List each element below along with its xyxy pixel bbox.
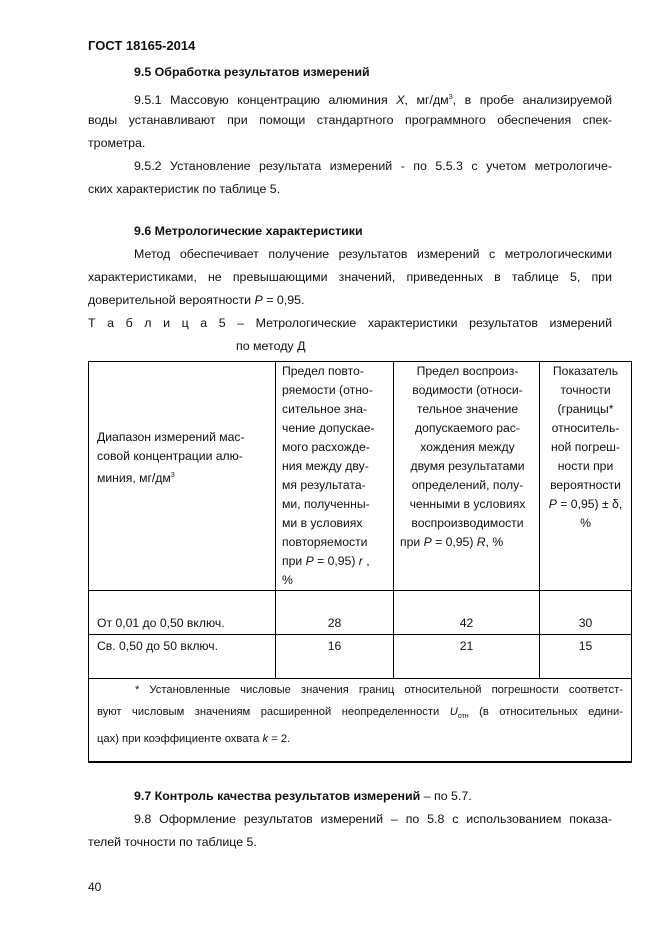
header-line: относитель-: [551, 421, 620, 435]
para-9-5-1-line3: трометра.: [88, 136, 146, 150]
row-delta: 30: [540, 591, 632, 635]
para-9-8-line1: 9.8 Оформление результатов измерений – по 5.8 с использованием показа-: [134, 812, 612, 826]
header-line: хождения между: [420, 440, 515, 454]
row-r: 16: [276, 635, 394, 679]
header-line: точности: [560, 383, 611, 397]
para-9-6-line2: характеристиками, не превышающими значений, приведенных в таблице 5, при: [88, 270, 612, 284]
para-9-5-2-line2: ских характеристик по таблице 5.: [88, 182, 281, 196]
header-line: ми, полученны-: [282, 497, 370, 511]
table-row: [89, 591, 632, 635]
header-line: мя результата-: [282, 478, 366, 492]
header-reproducibility: Предел воспроиз- водимости (относи- тельное значение допускаемого рас- хождения между двумя результатами определений, полу- ченными в условиях воспроизводимости при P = 0,95) R, %: [394, 362, 540, 591]
table-caption: Т а б л и ц а 5 – Метрологические характеристики результатов измерений: [88, 316, 612, 330]
table-header-row: [89, 362, 632, 591]
header-line: Предел воспроиз-: [416, 364, 519, 378]
header-line: мого расхожде-: [282, 440, 370, 454]
metrology-table: [88, 361, 632, 763]
row-delta: 15: [540, 635, 632, 679]
header-line: (границы*: [557, 402, 614, 416]
para-9-8-line2: телей точности по таблице 5.: [88, 835, 257, 849]
header-line: ности при: [557, 459, 614, 473]
row-range: Св. 0,50 до 50 включ.: [89, 635, 276, 679]
header-line: ной погреш-: [551, 440, 620, 454]
table-caption-line2: по методу Д: [236, 339, 306, 353]
table-row: [89, 635, 632, 679]
header-line: ряемости (отно-: [282, 383, 373, 397]
table-footnote-row: [89, 679, 632, 762]
section-9-6-heading: 9.6 Метрологические характеристики: [134, 224, 363, 238]
section-9-5-heading: 9.5 Обработка результатов измерений: [134, 65, 370, 79]
header-line: двумя результатами: [410, 459, 525, 473]
document-id: ГОСТ 18165-2014: [88, 38, 196, 53]
para-9-5-2-line1: 9.5.2 Установление результата измерений - по 5.5.3 с учетом метрологиче-: [134, 159, 612, 173]
page-number: 40: [88, 880, 102, 894]
row-range: От 0,01 до 0,50 включ.: [89, 591, 276, 635]
header-line: ния между дву-: [282, 459, 369, 473]
header-accuracy: Показатель точности (границы* относитель- ной погреш- ности при вероятности P = 0,95) ± δ, %: [540, 362, 632, 591]
para-9-6-line3: доверительной вероятности P = 0,95.: [88, 293, 305, 307]
header-line: Показатель: [552, 364, 619, 378]
header-line: тельное значение: [416, 402, 519, 416]
row-R: 21: [394, 635, 540, 679]
header-line: водимости (относи-: [412, 383, 523, 397]
header-line: ми в условиях: [282, 516, 363, 530]
row-R: 42: [394, 591, 540, 635]
section-9-7: 9.7 Контроль качества результатов измерений – по 5.7.: [134, 789, 472, 803]
header-line: вероятности: [550, 478, 621, 492]
table-footnote: * Установленные числовые значения границ относительной погрешности соответст- вуют числовым значениям расширенной неопределенности $U_{отн}$ (в относительных едини- цах) при коэффициенте охвата k = 2.: [89, 679, 632, 762]
header-line: Предел повто-: [282, 364, 364, 378]
header-line: сительное зна-: [282, 402, 368, 416]
header-range: Диапазон измерений мас- совой концентрации алю- миния, $мг/дм^3$: [89, 362, 276, 591]
header-line: чение допускае-: [282, 421, 375, 435]
header-line: ченными в условиях: [409, 497, 526, 511]
header-line: воспроизводимости: [411, 516, 524, 530]
para-9-6-line1: Метод обеспечивает получение результатов измерений с метрологическими: [134, 247, 612, 261]
header-line: определений, полу-: [411, 478, 524, 492]
para-9-5-1-line1: 9.5.1 Массовую концентрацию алюминия X, $мг/дм^3$, в пробе анализируемой: [134, 93, 612, 108]
para-9-5-1-line2: воды устанавливают при помощи стандартного программного обеспечения спек-: [88, 113, 612, 127]
header-line: допускаемого рас-: [415, 421, 520, 435]
row-r: 28: [276, 591, 394, 635]
header-repeatability: Предел повто- ряемости (отно- сительное зна- чение допускае- мого расхожде- ния между дву- мя результата- ми, полученны- ми в условиях повторяемости при P = 0,95) r , %: [276, 362, 394, 591]
header-line: повторяемости: [282, 535, 368, 549]
